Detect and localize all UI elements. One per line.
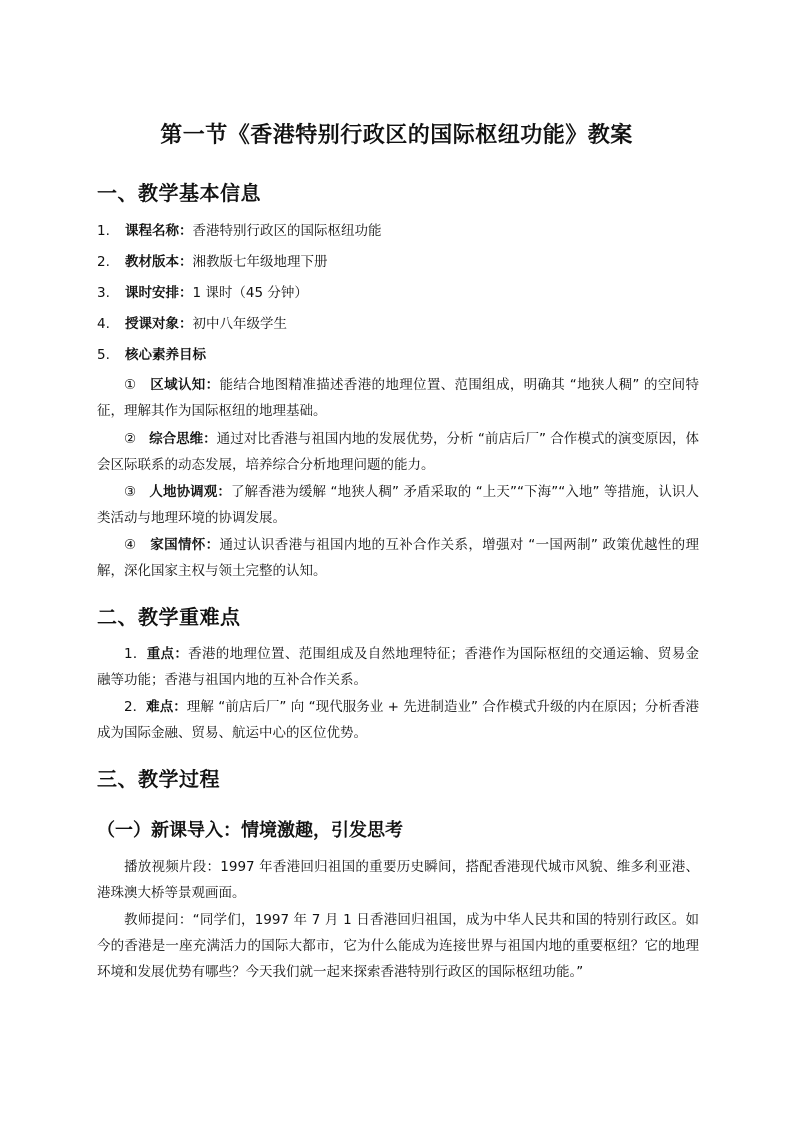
point-number: 1． <box>124 646 147 662</box>
goal-label: 家国情怀： <box>150 537 220 553</box>
point-number: 2． <box>124 699 147 715</box>
lead-in-paragraph-1: 播放视频片段：1997 年香港回归祖国的重要历史瞬间，搭配香港现代城市风貌、维多利亚港、港珠澳大桥等景观画面。 <box>97 859 699 901</box>
goal-text: 了解香港为缓解 “地狭人稠” 矛盾采取的 “上天”“下海”“入地” 等措施，认识人类活动与地理环境的协调发展。 <box>97 484 700 526</box>
section-2-heading: 二、教学重难点 <box>97 605 241 629</box>
item-label: 课时安排： <box>125 285 193 301</box>
goal-marker: ③ <box>124 484 137 500</box>
item-value: 湘教版七年级地理下册 <box>192 254 328 270</box>
goal-marker: ① <box>124 377 137 393</box>
lead-in-paragraph-2: 教师提问：“同学们，1997 年 7 月 1 日香港回归祖国，成为中华人民共和国的特别行政区。如今的香港是一座充满活力的国际大都市，它为什么能成为连接世界与祖国内地的重要枢纽？它的地理环境和发展优势有哪些？今天我们就一起来探索香港特别行政区的国际枢纽功能。” <box>97 912 699 980</box>
info-item-course-name <box>97 221 699 241</box>
goal-patriotism <box>97 532 699 584</box>
goal-marker: ④ <box>124 537 137 553</box>
goal-label: 区域认知： <box>150 377 220 393</box>
item-number: 1. <box>97 223 110 239</box>
goal-comprehensive-thinking <box>97 426 699 478</box>
info-item-textbook <box>97 252 699 272</box>
item-value: 初中八年级学生 <box>192 316 287 332</box>
section-3-heading: 三、教学过程 <box>97 767 220 791</box>
item-label: 课程名称： <box>125 223 193 239</box>
info-item-core-goals <box>97 345 699 365</box>
item-label: 教材版本： <box>125 254 193 270</box>
goal-text: 能结合地图精准描述香港的地理位置、范围组成，明确其 “地狭人稠” 的空间特征，理解其作为国际枢纽的地理基础。 <box>97 377 699 419</box>
info-item-audience <box>97 314 699 334</box>
item-label: 核心素养目标 <box>125 347 206 363</box>
item-number: 3. <box>97 285 110 301</box>
item-label: 授课对象： <box>125 316 193 332</box>
difficult-point <box>97 694 699 746</box>
item-number: 4. <box>97 316 110 332</box>
goal-human-land-coordination <box>97 479 699 531</box>
point-label: 重点： <box>146 646 189 662</box>
item-number: 2. <box>97 254 110 270</box>
goal-text: 通过对比香港与祖国内地的发展优势，分析 “前店后厂” 合作模式的演变原因，体会区际联系的动态发展，培养综合分析地理问题的能力。 <box>97 431 699 473</box>
goal-label: 人地协调观： <box>149 484 231 500</box>
item-number: 5. <box>97 347 110 363</box>
section-1-heading: 一、教学基本信息 <box>97 181 261 205</box>
item-value: 1 课时（45 分钟） <box>192 285 308 301</box>
goal-label: 综合思维： <box>149 431 217 447</box>
point-text: 理解 “前店后厂” 向 “现代服务业 + 先进制造业” 合作模式升级的内在原因；分析香港成为国际金融、贸易、航运中心的区位优势。 <box>97 699 699 741</box>
point-text: 香港的地理位置、范围组成及自然地理特征；香港作为国际枢纽的交通运输、贸易金融等功能；香港与祖国内地的互补合作关系。 <box>97 646 700 688</box>
document-title: 第一节《香港特别行政区的国际枢纽功能》教案 <box>160 123 633 148</box>
goal-text: 通过认识香港与祖国内地的互补合作关系，增强对 “一国两制” 政策优越性的理解，深化国家主权与领土完整的认知。 <box>97 537 699 579</box>
goal-region-cognition <box>97 372 699 424</box>
subsection-1-heading: （一）新课导入：情境激趣，引发思考 <box>97 820 403 841</box>
item-value: 香港特别行政区的国际枢纽功能 <box>192 223 382 239</box>
goal-marker: ② <box>124 431 137 447</box>
info-item-class-hours <box>97 283 699 303</box>
point-label: 难点： <box>146 699 187 715</box>
key-point <box>97 641 699 693</box>
